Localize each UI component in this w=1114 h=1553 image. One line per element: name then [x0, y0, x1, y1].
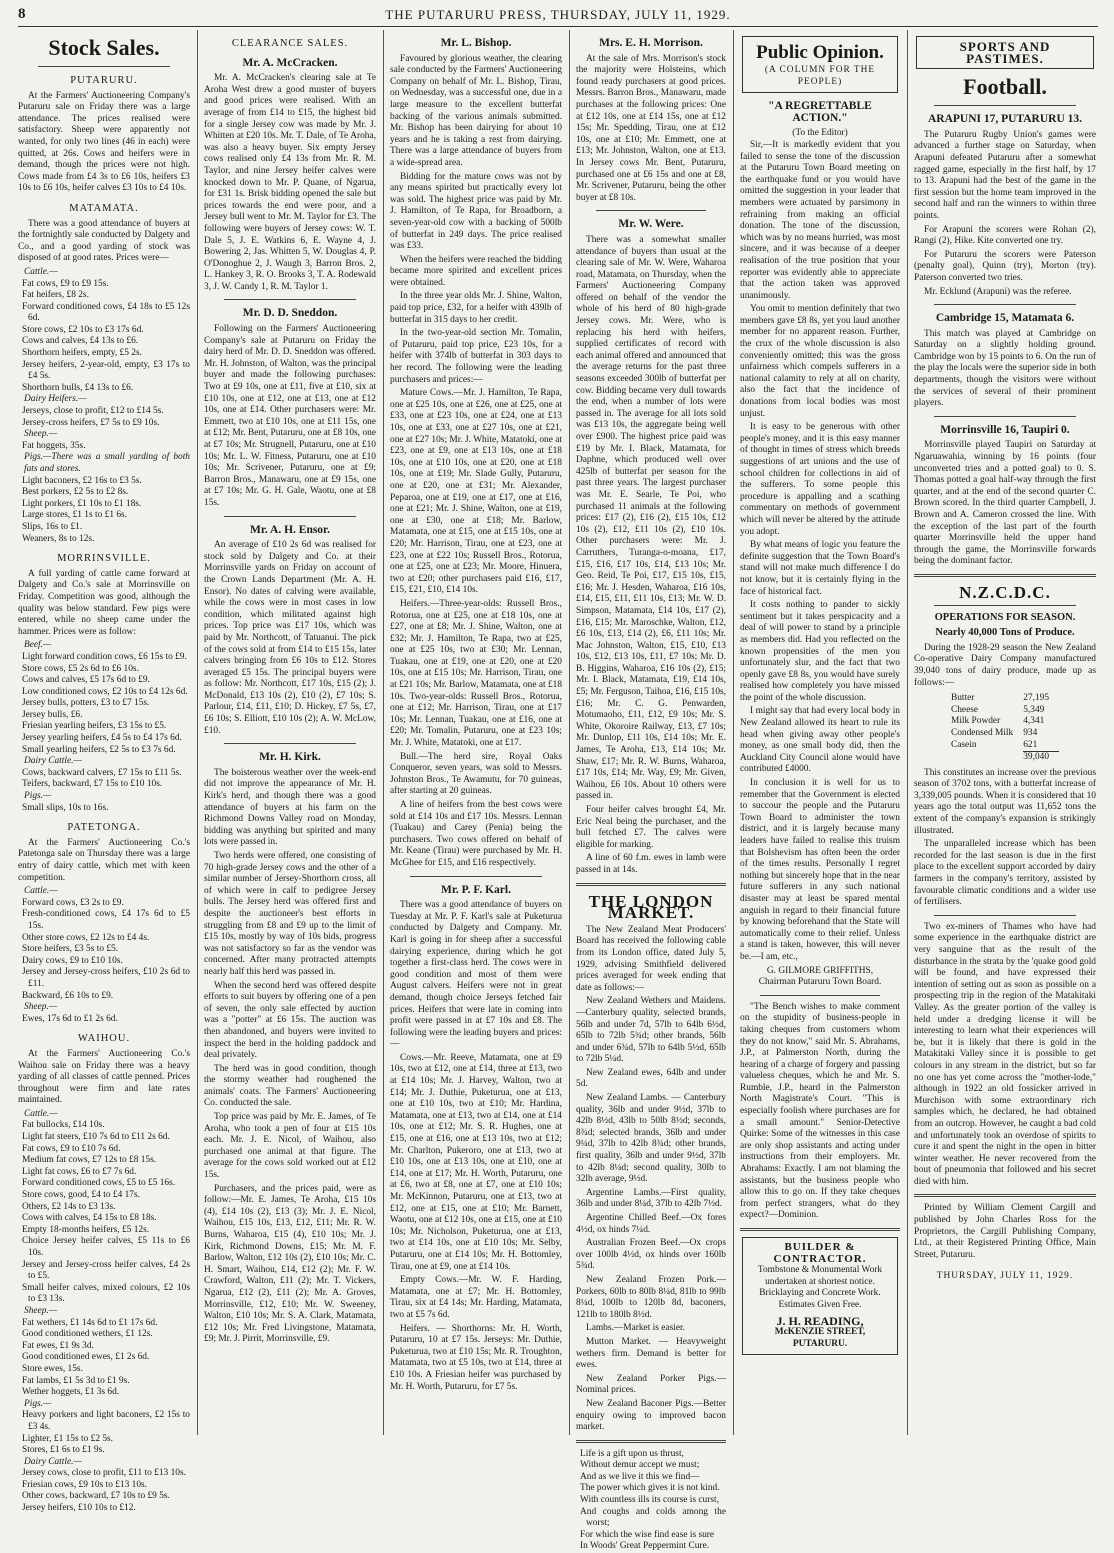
were-heading: Mr. W. Were.	[618, 218, 684, 231]
london-text: Argentine Lambs.—First quality, 36lb and under 8¼d, 37lb to 42lb 7½d.	[576, 1187, 726, 1210]
london-text: New Zealand Baconer Pigs.—Better enquiry owing to improved bacon market.	[576, 1398, 726, 1433]
letter-to: (To the Editor)	[792, 128, 848, 139]
price-line: Stores, £1 6s to £1 9s.	[22, 1445, 105, 1456]
public-opinion-box	[742, 36, 898, 93]
price-line: Best porkers, £2 5s to £2 8s.	[22, 487, 129, 498]
were-text: A line of 60 f.m. ewes in lamb were passed in at 14s.	[576, 853, 726, 875]
table-cell: Butter	[950, 693, 975, 704]
imprint: Printed by William Clement Cargill and published by John Charles Ross for the Proprietors, the Cargill Publishing Company, Ltd., at their Registered Printing Office, Main Street, Putaruru.	[914, 1203, 1096, 1260]
london-text: Mutton Market. — Heavyweight wethers firm. Demand is better for ewes.	[576, 1336, 726, 1371]
price-line: Store ewes, 15s.	[22, 1363, 83, 1374]
arapuni-text: For Arapuni the scorers were Rohan (2), Rangi (2), Hike. Kite converted one try.	[914, 224, 1096, 247]
price-line: Slips, 16s to £1.	[22, 521, 83, 532]
advert-line: Bricklaying and Concrete Work.	[759, 1288, 881, 1299]
verse-line: The power which gives it is not kind.	[580, 1483, 720, 1494]
table-cell: 4,341	[1023, 716, 1045, 727]
london-text: Australian Frozen Beef.—Ox crops over 100lb 4½d, ox hinds over 160lb 5¾d.	[576, 1238, 726, 1272]
price-line: Dairy cows, £9 to £10 10s.	[22, 955, 123, 966]
label: Sheep.—	[24, 1305, 58, 1316]
price-line: Store heifers, £3 5s to £5.	[22, 944, 119, 955]
price-line: Weaners, 8s to 12s.	[22, 533, 95, 544]
were-text: Four heifer calves brought £4, Mr. Eric Neal being the purchaser, and the bull fetched £7. The calves were eligible for marking.	[576, 805, 726, 850]
london-text: New Zealand Wethers and Maidens.—Canterbury quality, selected brands, 56lb and under 7d, 57lb to 64lb 6½d, 65lb to 72lb 5¾d; other brands, 56lb and under 6¾d, 57lb to 64lb 5½d, 65lb to 72lb 5¼d.	[576, 996, 726, 1065]
patetonga-heading: PATETONGA.	[67, 822, 141, 834]
price-line: Teifers, backward, £7 15s to £10 10s.	[22, 779, 163, 790]
price-line: Light fat steers, £10 7s 6d to £11 2s 6d.	[22, 1132, 170, 1143]
advert-address: McKENZIE STREET,	[774, 1327, 866, 1338]
karl-heading: Mr. P. F. Karl.	[441, 883, 511, 896]
bishop-text: In the two-year-old section Mr. Tomalin, of Putaruru, paid top price, £23 10s, for a heifer with 374lb of butterfat in 303 days to her record. The following were the leading purchasers and prices:—	[390, 328, 562, 385]
price-line: Shorthorn heifers, empty, £5 2s.	[22, 348, 142, 359]
table-row	[951, 705, 1059, 717]
sneddon-heading: Mr. D. D. Sneddon.	[242, 307, 338, 320]
bishop-heading: Mr. L. Bishop.	[440, 37, 512, 49]
kirk-text: Two herds were offered, one consisting of 70 high-grade Jersey cows and the other of a similar number of Jersey-Shorthorn cross, all of which were in calf to pedigree Jersey bulls. The Jersey herd was offered first and despite the auctioneer's best efforts in struggling from £8 and £9 up to the limit of £15 10s, mostly by way of 10s bids, progress was not satisfactory so far as the vendor was concerned. After many protracted attempts nearly half this herd was passed in.	[204, 851, 376, 977]
price-line: Wether hoggets, £1 3s 6d.	[22, 1387, 120, 1398]
builder-advert	[742, 1237, 898, 1355]
price-line: Cows and calves, £4 13s to £6.	[22, 336, 139, 347]
table-row	[951, 728, 1059, 740]
mccracken-text: Mr. A. McCracken's clearing sale at Te Aroha West drew a good muster of buyers and good prices were realised. With an average of from £14 to £15, the highest bid for a single Jersey cow was made by Mr. J. Whitten at £20 10s. Mr. T. Dale, of Te Aroha, was also a heavy buyer. Six empty Jersey cows realised only £4 13s from Mr. R. M. Taylor, and nine Jersey heifer calves were knocked down to Mr. P. Quane, of Ngarua, for £31 1s. Brisk bidding opened the sale but prices towards the end were poor, and a Jersey bull went to Mr. M. Taylor for £3. The following were buyers of Jersey cows: W. T. Dale 5, J. E. Watkins 6, E. Wayne 4, J. Bowering 2, Jas. Whitten 5, W. Douglas 4, P. O'Donoghue 2, J. Waugh 3, Barron Bros. 2, L. Hankey 3, R. O. Brooks 3, T. A. Rodewald 3, J. W. Candy 1, R. M. Taylor 1.	[204, 73, 376, 292]
mccracken-heading: Mr. A. McCracken.	[242, 56, 338, 69]
price-line: Jersey cows, close to profit, £11 to £13 10s.	[22, 1468, 186, 1479]
verse-line: And coughs and colds among the worst;	[580, 1506, 726, 1529]
label: Pigs.—There was a small yarding of both fats and stores.	[24, 452, 190, 474]
putaruru-text: At the Farmers' Auctioneering Company's Putaruru sale on Friday there was a large attendance. The prices realised were satisfactory. Sheep were apparently not wanted, for only two lines (46 in each) were quitted, at 26s. Cows and heifers were in demand, though the prices were not high. Cows made from £4 3s to £6 10s, heifers £3 10s to £6 10s, heifer calves £3 10s to £4 10s.	[18, 90, 190, 194]
london-market-heading: THE LONDON MARKET.	[588, 891, 714, 923]
page-number: 8	[18, 6, 27, 22]
label: Pigs.—	[24, 791, 52, 802]
advert-town: PUTARURU.	[792, 1338, 848, 1349]
advert-line: Tombstone & Monumental Work undertaken at shortest notice.	[757, 1265, 883, 1287]
price-line: Friesian cows, £9 10s to £13 10s.	[22, 1479, 147, 1490]
kirk-text: The boisterous weather over the week-end did not improve the appearance of Mr. H. Kirk's herd, and though there was a good attendance of buyers at his farm on the Richmond Downs Valley road on Monday, bidding was anything but spirited and many lots were passed in.	[204, 767, 376, 848]
verse-line: Without demur accept we must;	[580, 1460, 700, 1471]
label: Sheep.—	[24, 1002, 58, 1013]
table-total-row	[951, 752, 1059, 764]
were-text: There was a somewhat smaller attendance of buyers than usual at the clearing sale of Mr. W. Were, Waharoa road, Matamata, on Thursday, when the Farmers' Auctioneering Company offered on behalf of the vendor the whole of his herd of 80 high-grade Jersey cows. Mr. Were, who is replacing his herd with heifers, supplied certificates of record with each animal offered and announced that the average returns for the past three seasons exceeded 300lb of butterfat per cow. Bidding became very dull towards the end, when a number of lots were passed in. The average for all lots sold was £13 10s, the aggregate being well over £900. The highest price paid was £19 by Mr. I. Black, Matamata, for Daphne, which produced well over 425lb of butterfat per season for the past three years. The largest purchaser was Mr. E. Searle, Te Poi, who purchased 11 animals at the following prices: £17 (2), £16 (2), £15 10s, £12 10s (2), £12, £11 10s (2), £10 10s. Other purchasers were: Mr. J. Carruthers, Turanga-o-moana, £17, £15, £16, £17 10s, £14, £13 10s; Mr. Geo. Reid, Te Poi, £17, £15 10s, £15, £16; Mr. J. Hesden, Waharoa, £16 10s, £14, £15, £11, £11 10s, £13; Mr. W. D. Simpson, Matamata, £14 10s, £17 (2), £16, £15; Mr. Maroschke, Walton, £12, £6 10s, £13, £14 (2), £6, £11 10s; Mr. Mac Johnston, Walton, £15, £10, £13 10s, £12, £13 10s, £11, £7 10s; Mr. D. B. Higgins, Waharoa, £16 10s (2), £15; Mr. I. Black, Matamata, £19, £14 10s, £5; Mr. Ferguson, Taihoa, £16, £15 10s, £16; Mr. C. G. Penwarden, Motumaoho, £11, £12, £9 10s; Mr. S. White, Okoroire Railway, £13, £7 10s; Mr. Dunlop, £11 10s, £14 10s; Mr. E. James, Te Aroha, £13, £14 10s; Mr. Shaw, £17; Mr. R. W. Burns, Waharoa, £17 10s, £14; Mr. Way, £9; Mr. Given, Waihou, £6 10s. About 10 others were passed in.	[576, 234, 726, 802]
production-table	[951, 693, 1059, 764]
price-line: Lighter, £1 15s to £2 5s.	[22, 1433, 114, 1444]
advert-heading: BUILDER & CONTRACTOR.	[773, 1241, 867, 1265]
karl-text: Heifers. — Shorthorns: Mr. H. Worth, Putaruru, 10 at £7 15s. Jerseys: Mr. Duthie, Puketurua, two at £10 15s; Mr. R. Troughton, Matamata, two at £5 10s, two at £14, three at £10 10s. A Friesian heifer was purchased by Mr. H. Worth, Putaruru, for £7 5s.	[390, 1323, 562, 1392]
label: Beef.—	[24, 640, 52, 651]
column-rule	[383, 30, 384, 1435]
verse-line: With countless ills its course is curst,	[580, 1495, 719, 1506]
price-line: Fat hoggets, 35s.	[22, 440, 86, 451]
column-rule	[733, 30, 734, 1435]
table-cell: Casein	[950, 739, 977, 750]
london-text: Lambs.—Market is easier.	[586, 1323, 685, 1334]
table-row	[951, 740, 1059, 752]
morrison-text: At the sale of Mrs. Morrison's stock the majority were Holsteins, which found ready purchasers at good prices. Messrs. Barron Bros., Manawaru, made purchases at the following prices: One at £12 10s, one at £14 15s, one at £12 15s; Mr. Spedding, Tirau, one at £12 10s, one at £10; Mr. Emmett, one at £13; Mr. Johnston, Walton, one at £13. In Jersey cows Mr. Bent, Putaruru, purchased one at £6 15s and one at £8, Mr. Scrivener, Putaruru, being the other buyer at £8 10s.	[576, 53, 726, 203]
label: Dairy Cattle.—	[24, 1456, 82, 1467]
price-line: Store cows, £5 2s 6d to £6 10s.	[22, 663, 139, 674]
masthead	[18, 4, 1098, 27]
column-sports	[910, 30, 1100, 1435]
price-line: Small heifer calves, mixed colours, £2 10s to £3 13s.	[22, 1282, 190, 1305]
price-line: Backward, £6 10s to £9.	[22, 990, 114, 1001]
price-line: Friesian yearling heifers, £3 15s to £5.	[22, 721, 167, 732]
kirk-text: The herd was in good condition, though the stormy weather had roughened the animals' coats. The Farmers' Auctioneering Co. conducted the sale.	[204, 1063, 376, 1109]
kirk-text: When the second herd was offered despite efforts to suit buyers by offering one of a pen of seven, the only sale effected by auction was a "potter" at £6 15s. The auction was then abandoned, and buyers were invited to inspect the herd in the holding paddock and deal privately.	[204, 980, 376, 1061]
arapuni-text: For Putaruru the scorers were Paterson (penalty goal), Quinn (try), Morton (try). Paterson converted two tries.	[914, 249, 1096, 283]
price-line: Jersey heifers, £10 10s to £12.	[22, 1503, 136, 1514]
letter-text: By what means of logic you feature the definite suggestion that the Town Board's stand will not make much difference I do not know, but it is certainly flying in the face of historical fact.	[740, 540, 900, 597]
nzcdc-text: This constitutes an increase over the previous season of 3702 tons, with a butterfat increase of 3,339,005 pounds. When it is considered that 10 years ago the total output was 11,652 tons the extent of the company's expansion is strikingly illustrated.	[914, 767, 1096, 836]
price-line: Jersey bulls, potters, £3 to £7 15s.	[22, 698, 150, 709]
label: Cattle.—	[24, 886, 58, 897]
table-cell: 27,195	[1023, 693, 1050, 704]
label: Dairy Heifers.—	[24, 394, 87, 405]
price-line: Forward conditioned cows, £5 to £5 16s.	[22, 1178, 176, 1189]
column-rule	[197, 30, 198, 1435]
table-cell: Condensed Milk	[950, 727, 1014, 738]
price-line: Other store cows, £2 12s to £4 4s.	[22, 932, 150, 943]
advert-line: Estimates Given Free.	[778, 1299, 862, 1310]
price-line: Jersey-cross heifers, £7 5s to £9 10s.	[22, 417, 160, 428]
letter-text: In conclusion it is well for us to remember that the Government is elected to succour the people and the Putaruru Town Board to administer the town district, and it is largely because many leaders have failed to realise this truism that Bolshevism has often been the order of the times results. Personally I regret nothing but sincerely hope that in the near future sufferers in any such national disaster may at least be spared mental anguish in regard to their financial future by knowing beforehand that the State will automatically come to their relief. Unless a stand is taken, however, this will never be.—I am, etc.,	[740, 778, 900, 962]
morrinsville-text: A full yarding of cattle came forward at Dalgety and Co.'s sale at Morrinsville on Friday. Competition was good, although the quality was below standard. Few pigs were entered, while no sheep came under the hammer. Prices were as follow:	[18, 568, 190, 637]
waihou-text: At the Farmers' Auctioneering Co.'s Waihou sale on Friday there was a heavy yarding of all classes of cattle penned. Prices throughout were firm and late rates maintained.	[18, 1048, 190, 1106]
karl-text: Cows.—Mr. Reeve, Matamata, one at £9 10s, two at £12, one at £14, three at £13, two at £14 10s; Mr. J. Harvey, Walton, two at £14; Mr. J. Duthie, Puketurua, one at £13, one at £10 10s, two at £10; Mr. Hardina, Matamata, one at £13, two at £14, one at £14 10s, one at £12; Mr. S. R. Hughes, one at £15, one at £16, one at £13 10s, two at £12; Mr. Charlton, Pukeroro, one at £13, two at £10 10s, one at £13 10s, one at £10, one at £14, one at £17; Mr. H. Worth, Putaruru, one at £6, two at £8, one at £7, one at £10 10s; Mr. McKinnon, Putaruru, one at £13, two at £12, one at £15, one at £10; Mr. Barnett, Waotu, one at £12 10s, one at £15, one at £10 10s; Mr. Nicholson, Puketurua, one at £13, two at £14 10s, one at £10 10s; Mr. Selby, Putaruru, one at £14 10s; Mr. H. Bottomley, Tirau, one at £9, one at £14 10s.	[390, 1052, 562, 1272]
arapuni-text: The Putaruru Rugby Union's games were advanced a further stage on Saturday, when Arapuni defeated Putaruru after a somewhat ragged game, especially in the first half, by 17 to 13. Arapuni had the best of the game in the first session but the home team improved in the second half and ran the winners to within three points.	[914, 129, 1096, 221]
london-text: New Zealand Frozen Pork.—Porkers, 60lb to 80lb 8¼d, 81lb to 99lb 8¼d, 100lb to 120lb 8d, baconers, 121lb to 180lb 8½d.	[576, 1274, 726, 1320]
clearance-heading: CLEARANCE SALES.	[231, 38, 349, 49]
letter-signature: G. GILMORE GRIFFITHS,	[766, 965, 874, 976]
london-text: New Zealand Porker Pigs.—Nominal prices.	[576, 1373, 726, 1396]
label: Pigs.—	[24, 1398, 52, 1409]
public-opinion-subheading: (A COLUMN FOR THE PEOPLE)	[764, 65, 876, 87]
verse-line: And as we live it this we find—	[580, 1471, 700, 1482]
stock-sales-heading: Stock Sales.	[48, 35, 160, 60]
bishop-text: Bull.—The herd sire, Royal Oaks Conqueror, seven years, was sold to Messrs. Johnston Bros., Te Awamutu, for 70 guineas, after starting at 20 guineas.	[390, 751, 562, 797]
price-line: Light fat cows, £6 to £7 7s 6d.	[22, 1166, 137, 1177]
table-row	[951, 693, 1059, 705]
price-line: Fresh-conditioned cows, £4 17s 6d to £5 15s.	[22, 909, 190, 931]
arapuni-heading: ARAPUNI 17, PUTARURU 13.	[927, 113, 1083, 126]
london-text: New Zealand ewes, 64lb and under 5d.	[576, 1067, 726, 1090]
table-cell: Cheese	[950, 704, 979, 715]
table-cell: 934	[1023, 727, 1038, 738]
ensor-heading: Mr. A. H. Ensor.	[250, 523, 330, 536]
letter-text: You omit to mention definitely that two members gave £8 8s, yet you laud another member for no apparent reason. Further, the crux of the whole discussion is also conveniently omitted; this was the gross unfairness which compels sufferers in a national calamity to rely at all on charity, also the fact that the incidence of donations from local bodies was most unjust.	[740, 304, 900, 419]
bench-text: "The Bench wishes to make comment on the stupidity of business-people in taking cheques from customers whom they do not know," said Mr. S. Abrahams, J.P., at Palmerston North, during the hearing of a charge of forgery and passing valueless cheques, which he and Mr. S. Rumble, J.P., heard in the Palmerston North Magistrate's Court. "This is especially foolish where purchases are for a small amount." Senior-Detective Quirke: Some of the witnesses in this case are only shop assistants and acting under instructions from their employers. Mr. Abrahams: Exactly. I am not blaming the assistants, but the business people who allow this to go on. If they take cheques from perfect strangers, what do they expect?—Dominion.	[740, 1001, 900, 1221]
karl-text: There was a good attendance of buyers on Tuesday at Mr. P. F. Karl's sale at Puketurua conducted by Dalgety and Company. Mr. Karl is going in for sheep after a successful dairying experience, during which he got together a first-class herd. The cows were in good condition and most of them were August calvers. Heifers were not in great demand, though choice Jerseys fetched fair prices. Heifers that were late in coming into profit were passed in at £7 10s and £8. The following were the leading buyers and prices:—	[390, 900, 562, 1050]
price-line: Light forward condition cows, £6 15s to £9.	[22, 651, 187, 662]
thames-text: Two ex-miners of Thames who have had some experience in the earthquake district are very sanguine that as the result of the disturbance in the strata by the 'quake good gold will be found, and have expressed their intention of setting out as soon as possible on a prospecting trip in the region of the Matakitaki Valley. As the greater portion of the valley is held under a dredging license it will be interesting to learn what their experiences will be, but it is likely that there is gold in the Matakitaki Valley since it is possible to get colours in any stream in the district, but so far no one has yet come across the "mother-lode," although in 1922 an old fossicker arrived in Murchison with some extraordinary rich samples which, he declared, he had obtained from an outcrop. However, he caught a bad cold and unfortunately took an overdose of spirits to cure it and spent the night in the open in bitter winter weather. He never recovered from the bout of pneumonia that followed and his secret died with him.	[914, 921, 1096, 1187]
price-line: Fat ewes, £1 9s 3d.	[22, 1340, 94, 1351]
price-line: Forward conditioned cows, £4 18s to £5 12s 6d.	[22, 301, 190, 324]
letter-text: It costs nothing to pander to sickly sentiment but it takes perspicacity and a deal of will power to stand by a principle as members did. Had you reflected on the known propensities of the men you unfortunately slur, and the fact that two openly gave £8 8s, you would have surely realised how completely you have missed the point of the whole discussion.	[740, 600, 900, 703]
table-total: 39,040	[1023, 752, 1059, 764]
price-line: Fat heifers, £8 2s.	[22, 290, 89, 301]
bishop-text: Mature Cows.—Mr. J. Hamilton, Te Rapa, one at £25 10s, one at £26, one at £25, one at £33, one at £23 10s, one at £24, one at £13 10s, one at £33, one at £27 10s, one at £21, one at £27 10s; Mr. J. White, Matatoki, one at £23, one at £9, one at £13 10s, one at £18 10s, one at £10 10s, one at £20, one at £18 10s, one at £19; Mr. Slade Gully, Putaruru, one at £20, one at £31; Mr. Alexander, Peparoa, one at £19, one at £17, one at £16, one at £21; Mr. J. Shine, Walton, one at £19, one at £30, one at £18; Mr. Barlow, Matamata, one at £15, one at £15 10s, one at £20; Mr. Harrison, Tirau, one at £23, one at £23, one at £22 10s; Russell Bros., Rotorua, one at £25, one at £23; Mr. Moore, Hinuera, two at £20; other purchasers paid £16, £17, £15, £21, £10, £14 10s.	[390, 388, 562, 596]
column-bishop-karl	[386, 30, 566, 1435]
letter-title: "A REGRETTABLE ACTION."	[768, 100, 872, 124]
price-line: Jersey heifers, 2-year-old, empty, £3 17s to £4 5s.	[22, 359, 190, 382]
price-line: Choice Jersey heifer calves, £5 11s to £6 10s.	[22, 1236, 190, 1258]
putaruru-heading: PUTARURU.	[70, 75, 138, 86]
table-cell: Milk Powder	[950, 716, 1001, 727]
nzcdc-subheading-2: Nearly 40,000 Tons of Produce.	[935, 627, 1075, 639]
verse-line: In Woods' Great Peppermint Cure.	[580, 1541, 710, 1552]
masthead-title: THE PUTARURU PRESS, THURSDAY, JULY 11, 1929.	[385, 7, 731, 22]
morrinsville-heading: MORRINSVILLE.	[57, 553, 151, 565]
kirk-text: Top price was paid by Mr. E. James, of Te Aroha, who took a pen of four at £15 10s each. Mr. J. E. Nicol, of Waihou, also purchased one animal at that figure. The average for the cows sold worked out at £12 15s.	[204, 1112, 376, 1181]
price-line: Empty 18-months heifers, £5 12s.	[22, 1224, 150, 1235]
matamata-text: There was a good attendance of buyers at the fortnightly sale conducted by Dalgety and Co., and a good yarding of stock was disposed of at good rates. Prices were—	[18, 218, 190, 264]
arapuni-text: Mr. Ecklund (Arapuni) was the referee.	[924, 286, 1072, 297]
dateline: THURSDAY, JULY 11, 1929.	[936, 1271, 1074, 1282]
london-text: The New Zealand Meat Producers' Board has received the following cable from its London office, dated July 5, 1929, advising Smithfield delivered prices averaged for week ending that date as follows:—	[576, 924, 726, 993]
morrinsville-taupiri-heading: Morrinsville 16, Taupiri 0.	[940, 423, 1070, 436]
london-text: Argentine Chilled Beef.—Ox fores 4½d, ox hinds 7¼d.	[576, 1213, 726, 1235]
morrinsville-taupiri-text: Morrinsville played Taupiri on Saturday at Ngaruawahia, winning by 16 points (four unconverted tries and a potted goal) to 0. S. Thomas potted a goal half-way through the first quarter, and at the end of the second quarter C. Brown scored. In the third quarter Campbell, J. Brown and A. Cameron crossed the line. With the exception of the last part of the fourth quarter Morrinsville held the upper hand through the game, the Morrinsville forwards being the dominant factor.	[914, 440, 1096, 567]
price-line: Fat lambs, £1 5s 3d to £1 9s.	[22, 1375, 130, 1386]
letter-text: It is easy to be generous with other people's money, and it is this easy manner of thought in times of stress which breeds suggestions of art unions and the use of school children for collections in aid of the sufferers. To some people this procedure is appalling and a scathing commentary on methods of government which will never be altered by the attitude you adopt.	[740, 422, 900, 537]
nzcdc-text: The unparalleled increase which has been recorded for the last season is due in the first place to the excellent support accorded by dairy farmers in the company's territory, assisted by favourable climatic conditions and a wider use of fertilisers.	[914, 839, 1096, 908]
karl-text: Empty Cows.—Mr. W. F. Harding, Matamata, one at £7; Mr. H. Bottomley, Tirau, six at £4 14s; Mr. Harding, Matamata, two at £5 7s 6d.	[390, 1275, 562, 1320]
price-line: Small slips, 10s to 16s.	[22, 802, 109, 813]
letter-text: I might say that had every local body in New Zealand allowed its heart to rule its head when giving away other people's money, as one small body did, then the Auckland City Council alone would have contributed £4000.	[740, 706, 900, 775]
price-line: Good conditioned ewes, £1 2s 6d.	[22, 1352, 150, 1363]
column-stock-sales	[14, 30, 194, 1514]
price-line: Jerseys, close to profit, £12 to £14 5s.	[22, 406, 164, 417]
price-line: Other cows, backward, £7 10s to £9 5s.	[22, 1491, 170, 1502]
price-line: Cows and calves, £5 17s 6d to £9.	[22, 675, 150, 686]
price-line: Others, £2 14s to £3 13s.	[22, 1201, 116, 1212]
cambridge-text: This match was played at Cambridge on Saturday on a slightly holding ground. Cambridge won by 15 points to 6. On the run of the play the locals were the superior side in both departments, though the visitors were without the services of several of their prominent players.	[914, 328, 1096, 409]
public-opinion-heading: Public Opinion.	[756, 42, 884, 63]
column-rule	[907, 30, 908, 1435]
price-line: Cows with calves, £4 15s to £8 18s.	[22, 1213, 157, 1224]
letter-text: Sir,—It is markedly evident that you failed to sense the tone of the discussion at the Putaruru Town Board meeting on the earthquake fund or you would have omitted the suggestion in your leader that members were actuated by parsimony in refraining from making an official donation. The tone of the discussion, which was by no means hurried, was most sincere, and it was because of a deeper realisation of the true position that your reporter was evidently able to appreciate that the action taken was approved unanimously.	[740, 139, 900, 301]
price-line: Store cows, £2 10s to £3 17s 6d.	[22, 324, 144, 335]
bishop-text: When the heifers were reached the bidding became more spirited and excellent prices were obtained.	[390, 254, 562, 288]
bishop-text: Favoured by glorious weather, the clearing sale conducted by the Farmers' Auctioneering Company on behalf of Mr. L. Bishop, Tirau, on Wednesday, was a successful one, due in a large measure to the excellent butterfat backing of the various animals submitted. Mr. Bishop has been dairying for about 10 years and he is taking a rest from dairying. There was a large attendance of buyers from a wide-spread area.	[390, 53, 562, 168]
price-line: Light porkers, £1 10s to £1 18s.	[22, 498, 142, 509]
price-line: Store cows, good, £4 to £4 17s.	[22, 1190, 140, 1201]
price-line: Small yearling heifers, £2 5s to £3 7s 6d.	[22, 744, 176, 755]
nzcdc-subheading: OPERATIONS FOR SEASON.	[934, 611, 1076, 623]
column-morrison-london	[572, 30, 730, 1552]
verse-line: For which the wise find ease is sure	[580, 1529, 715, 1540]
ensor-text: An average of £10 2s 6d was realised for stock sold by Dalgety and Co. at their Morrinsville yards on Friday on account of the Crown Lands Department (Mr. A. H. Ensor). No dates of calving were available, while the cows were in most cases in low condition, which militated against high prices. Top price was £17 10s, which was paid by Mr. Northcott, of Tatuanui. The pick of the cows sold at from £14 to £15 15s, later calvers bringing from £6 10s to £12. Stores averaged £5 15s. The principal buyers were as follow: Mr. Northcott, £17 10s, £15 (2); J. McDonald, £13 10s (2), £10 (2), £7 10s; S. Parlour, £14, £11, £10; D. Hickey, £7 5s, £7, £6 10s; S. Elliott, £10 10s (2); A. W. McLow, £10.	[204, 540, 376, 736]
price-line: Fat bullocks, £14 10s.	[22, 1120, 105, 1131]
matamata-heading: MATAMATA.	[69, 202, 139, 214]
nzcdc-heading: N.Z.C.D.C.	[959, 582, 1051, 602]
label: Cattle.—	[24, 266, 58, 277]
price-line: Large stores, £1 1s to £1 6s.	[22, 510, 128, 521]
price-line: Low conditioned cows, £2 10s to £4 12s 6d.	[22, 686, 188, 697]
price-line: Cows, backward calvers, £7 15s to £11 5s.	[22, 767, 182, 778]
column-public-opinion	[736, 30, 904, 1435]
price-line: Fat wethers, £1 14s 6d to £1 17s 6d.	[22, 1317, 158, 1328]
price-line: Forward cows, £3 2s to £9.	[22, 897, 124, 908]
bishop-text: Heifers.—Three-year-olds: Russell Bros., Rotorua, one at £25, one at £18 10s, one at £27, one at £8; Mr. J. Shine, Walton, one at £32; Mr. J. Hamilton, Te Rapa, two at £25, one at £25 10s, two at £30; Mr. Lennan, Tuakau, one at £19, one at £20, one at £20 10s, one at £15 10s; Mr. Harrison, Tirau, one at £21 10s; Mr. Barlow, Matamata, one at £18 10s. Two-year-olds: Russell Bros., Rotorua, one at £12; Mr. Harrison, Tirau, one at £17 10s; Mr. Lennan, Tuakau, one at £16, one at £20; Mr. Tomalin, Putaruru, one at £23 10s; Mr. J. White, Matatoki, one at £17.	[390, 598, 563, 749]
kirk-heading: Mr. H. Kirk.	[259, 751, 321, 764]
kirk-text: Purchasers, and the prices paid, were as follow:—Mr. E. James, Te Aroha, £15 10s (4), £14 10s (2), £13 (3); Mr. J. E. Nicol, Waihou, £15 10s, £13, £12, £11; Mr. R. W. Burns, Waharoa, £15 (4), £10 10s; Mr. J. Kirk, Richmond Downs, £15; Mr. M. F. Barlow, Walton, £12 10s (2), £10 10s; Mr. C. H. Smart, Waihou, £14, £12 (2); Mr. F. W. Crawford, Walton, £11 (2); Mr. T. Vickers, Ngarua, £12 (2), £11 (2); Mr. A. Groves, Morrinsville, £12, £10; Mr. W. Sweeney, Walton, £10 10s; Mr. S. A. Clark, Matamata, £12 10s; Mr. Fred Livingstone, Matamata, £9; Mr. J. Pirrit, Morrinsville, £9.	[204, 1183, 376, 1345]
column-clearance-sales	[200, 30, 380, 1435]
price-line: Good conditioned wethers, £1 12s.	[22, 1329, 153, 1340]
sports-heading: SPORTS AND PASTIMES.	[916, 36, 1094, 69]
price-line: Jersey bulls, £6.	[22, 709, 83, 720]
price-line: Medium fat cows, £7 12s to £8 15s.	[22, 1155, 157, 1166]
london-text: New Zealand Lambs. — Canterbury quality, 36lb and under 9½d, 37lb to 42lb 8½d, 43lb to 50lb 8½d; seconds, 8¾d; selected brands, 36lb and under 9¼d, 37lb to 42lb 8¾d; other brands, first quality, 36lb and under 9½d, 37lb to 42lb 8¼d; second quality, 30lb to 32lb average, 9½d.	[576, 1093, 726, 1185]
table-cell: 5,349	[1023, 704, 1045, 715]
price-line: Fat cows, £9 to £10 7s 6d.	[22, 1143, 121, 1154]
price-line: Heavy porkers and light baconers, £2 15s to £3 4s.	[22, 1410, 190, 1432]
table-row	[951, 716, 1059, 728]
bishop-text: In the three year olds Mr. J. Shine, Walton, paid top price, £32, for a heifer with 439lb of butterfat in 315 days to her credit.	[390, 291, 562, 325]
bishop-text: Bidding for the mature cows was not by any means spirited but practically every lot was sold. The highest price was paid by Mr. J. Hamilton, of Te Rapa, for Broadborn, a seven-year-old cow with a backing of 500lb of butterfat in 249 days. The price realised was £33.	[390, 171, 562, 252]
sneddon-text: Following on the Farmers' Auctioneering Company's sale at Putaruru on Friday the dairy herd of Mr. D. D. Sneddon was offered. Mr. H. Johnston, of Walton, was the principal buyer and made the following purchases: Two at £9 10s, one at £11, five at £10, six at £10 10s, one at £12, one at £13, one at £12 10s, one at £14. Other purchasers were: Mr. Emmett, two at £10 10s, one at £11 15s, one at £12; Mr. Bent, Putaruru, one at £8 10s, one at £7 10s; Mr. Strugnell, Putaruru, one at £10 10s; Mr. L. W. Fitness, Putaruru, one at £10 10s; Mr. Scrivener, Putaruru, one at £9; Barron Bros., Manawaru, one at £9 15s, one at £7 10s; Mr. G. H. Gale, Waotu, one at £8 15s.	[204, 324, 376, 508]
advert-name: J. H. READING,	[776, 1313, 864, 1328]
table-cell: 621	[1023, 739, 1038, 750]
price-line: Ewes, 17s 6d to £1 2s 6d.	[22, 1013, 118, 1024]
price-line: Shorthorn bulls, £4 13s to £6.	[22, 382, 134, 393]
price-line: Jersey and Jersey-cross heifers, £10 2s 6d to £11.	[22, 967, 190, 989]
nzcdc-text: During the 1928-29 season the New Zealand Co-operative Dairy Company manufactured 39,040 tons of dairy produce, made up as follows:—	[914, 642, 1096, 688]
label: Sheep.—	[24, 429, 58, 440]
price-line: Jersey and Jersey-cross heifer calves, £4 2s to £5.	[22, 1259, 190, 1282]
football-heading: Football.	[963, 74, 1047, 100]
price-line: Light baconers, £2 16s to £3 5s.	[22, 475, 142, 486]
waihou-heading: WAIHOU.	[77, 1033, 131, 1045]
price-line: Fat cows, £9 to £9 15s.	[22, 278, 109, 289]
cambridge-heading: Cambridge 15, Matamata 6.	[935, 312, 1075, 325]
column-rule	[569, 30, 570, 1435]
label: Dairy Cattle.—	[24, 756, 82, 767]
letter-signature-title: Chairman Putaruru Town Board.	[758, 977, 882, 988]
price-line: Jersey yearling heifers, £4 5s to £4 17s 6d.	[22, 733, 182, 744]
patetonga-text: At the Farmers' Auctioneering Co.'s Patetonga sale on Thursday there was a large entry of dairy cattle, which met with keen competition.	[18, 837, 190, 883]
label: Cattle.—	[24, 1108, 58, 1119]
bishop-text: A line of heifers from the best cows were sold at £14 10s and £17 10s. Messrs. Lennan (Tuakau) and Carey (Penia) being the purchasers. Two cows offered on behalf of Mr. Keane (Tirau) were purchased by Mr. H. McGhee for £15, and £16 respectively.	[390, 800, 562, 868]
morrison-heading: Mrs. E. H. Morrison.	[599, 37, 703, 49]
verse-line: Life is a gift upon us thrust,	[580, 1448, 684, 1459]
